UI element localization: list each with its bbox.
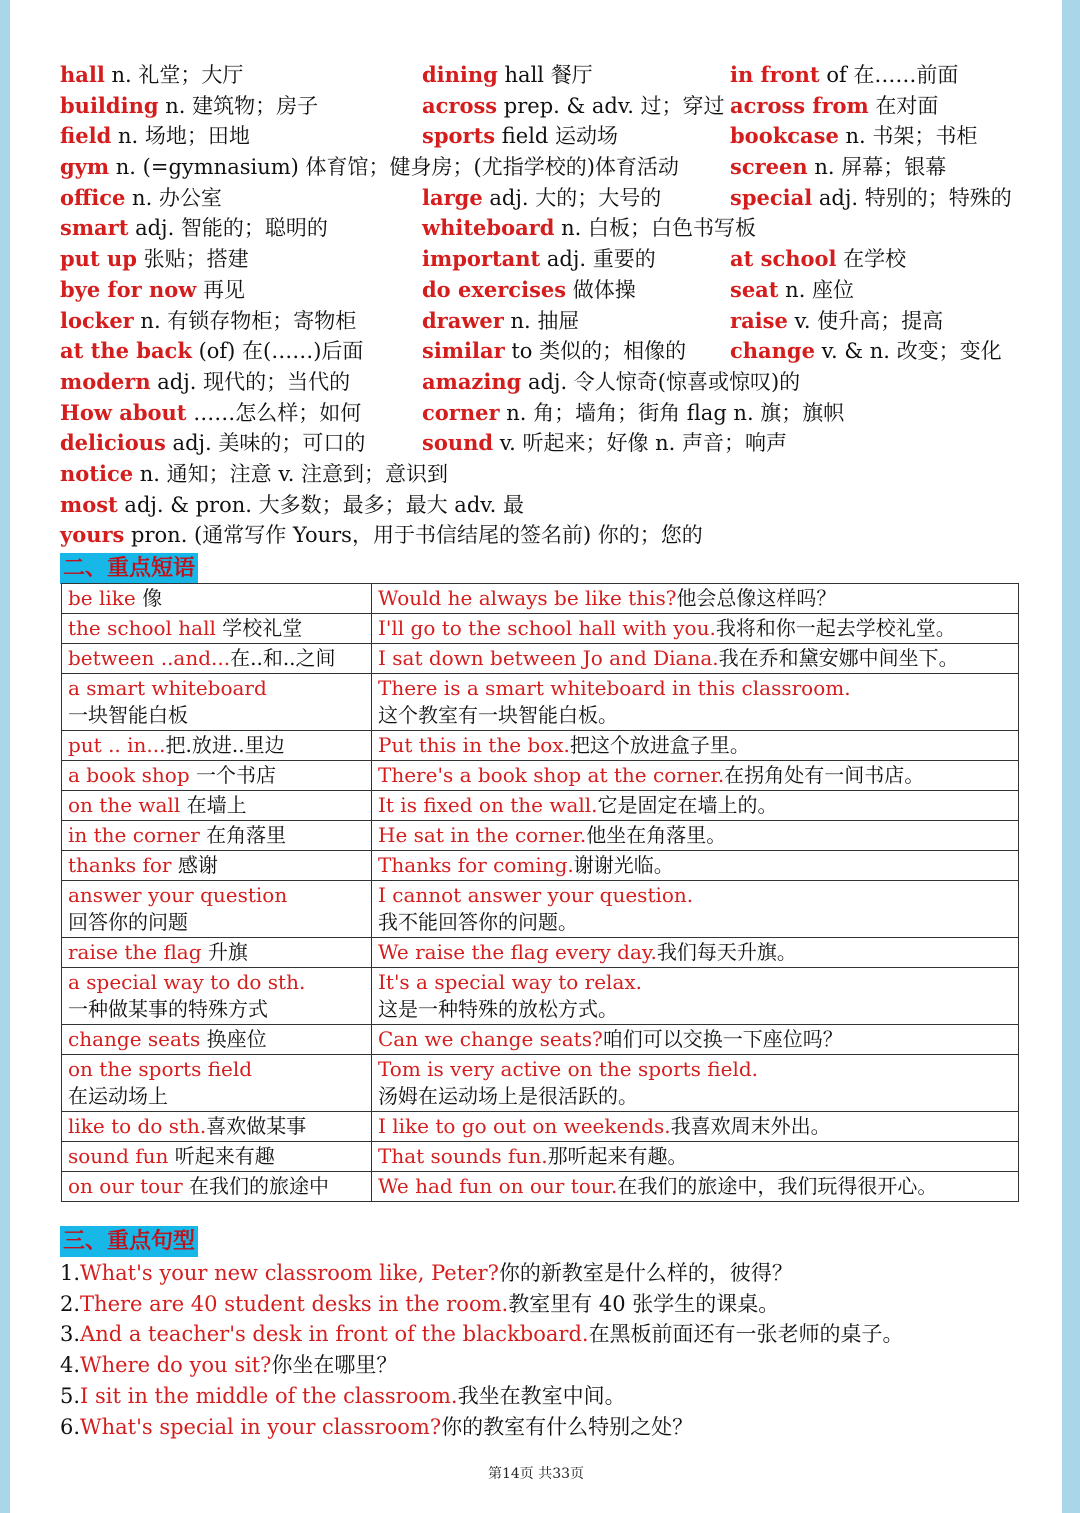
vocab-entry: [422, 121, 618, 152]
vocab-definition: adj. 现代的；当代的: [150, 369, 351, 394]
vocab-entry: [422, 213, 756, 244]
sentence-item: [60, 1350, 1050, 1381]
vocab-row: [60, 336, 1050, 367]
vocab-definition: n. 建筑物；房子: [158, 93, 319, 118]
vocab-definition: 在学校: [836, 247, 907, 272]
vocab-row: [60, 183, 1050, 214]
vocab-word: bookcase: [730, 123, 839, 149]
example-cell: [372, 644, 1019, 674]
phrase-zh: 在角落里: [199, 823, 287, 847]
phrase-en: put .. in...: [68, 733, 166, 757]
vocab-entry: [60, 459, 448, 490]
example-cell: [372, 584, 1019, 614]
example-en: There's a book shop at the corner.: [378, 763, 725, 787]
vocab-entry: [730, 121, 977, 152]
vocab-entry: [60, 275, 245, 306]
section-heading-phrases: 二、重点短语: [60, 553, 198, 584]
phrase-en: between ..and...: [68, 646, 231, 670]
table-row: [62, 1172, 1019, 1202]
phrase-zh: 一个书店: [189, 763, 276, 787]
vocab-definition: 在对面: [868, 93, 939, 118]
vocab-row: [60, 459, 1050, 490]
example-en: Thanks for coming.: [378, 853, 574, 877]
vocab-entry: [422, 275, 636, 306]
phrase-cell: [62, 1025, 372, 1055]
vocab-word: drawer: [422, 307, 504, 333]
vocab-definition: prep. & adv. 过；穿过: [497, 93, 725, 118]
vocab-entry: [60, 121, 250, 152]
phrase-zh: 换座位: [200, 1027, 267, 1051]
sentence-en: I sit in the middle of the classroom.: [80, 1383, 458, 1408]
vocab-row: [60, 398, 1050, 429]
phrase-cell: [62, 731, 372, 761]
table-row: [62, 851, 1019, 881]
table-row: [62, 731, 1019, 761]
vocab-word: put up: [60, 246, 137, 272]
vocab-word: similar: [422, 338, 505, 364]
vocab-definition: n. (=gymnasium) 体育馆；健身房；(尤指学校的)体育活动: [109, 155, 679, 180]
vocab-definition: n. 角；墙角；街角 flag n. 旗；旗帜: [499, 400, 845, 425]
vocab-entry: [730, 336, 1002, 367]
vocab-definition: n. 办公室: [125, 185, 222, 210]
table-row: [62, 821, 1019, 851]
vocab-word: at the back: [60, 338, 192, 364]
vocab-row: [60, 213, 1050, 244]
vocab-word: screen: [730, 154, 808, 180]
example-zh: 把这个放进盒子里。: [569, 733, 750, 757]
vocab-word: across from: [730, 92, 869, 118]
vocab-row: [60, 60, 1050, 91]
phrase-cell: [62, 791, 372, 821]
vocab-definition: v. & n. 改变；变化: [814, 339, 1002, 364]
phrase-en: a special way to do sth.: [68, 970, 306, 994]
vocab-word: whiteboard: [422, 215, 555, 241]
sentence-number: 3.: [60, 1322, 81, 1347]
vocab-word: do exercises: [422, 276, 567, 302]
table-row: [62, 1025, 1019, 1055]
vocab-entry: [60, 490, 524, 521]
vocab-entry: [422, 60, 593, 91]
table-row: [62, 761, 1019, 791]
vocab-entry: [60, 244, 249, 275]
phrase-en: the school hall: [68, 616, 216, 640]
vocab-word: office: [60, 184, 126, 210]
table-row: [62, 881, 1019, 938]
vocab-definition: adj. 令人惊奇(惊喜或惊叹)的: [521, 369, 801, 394]
example-en: I'll go to the school hall with you.: [378, 616, 716, 640]
phrase-zh: 把.放进..里边: [165, 733, 285, 757]
phrase-zh: 一种做某事的特殊方式: [68, 997, 268, 1021]
sentence-zh: 你的新教室是什么样的，彼得？: [498, 1261, 793, 1285]
phrase-zh: 像: [135, 586, 163, 610]
sentence-item: [60, 1412, 1050, 1443]
vocab-definition: n. 抽屉: [503, 308, 580, 333]
vocab-definition: of 在……前面: [819, 63, 959, 87]
sentence-en: Where do you sit?: [80, 1353, 272, 1378]
example-zh: 谢谢光临。: [573, 853, 674, 877]
vocab-definition: v. 使升高；提高: [787, 308, 944, 333]
vocab-entry: [60, 367, 350, 398]
vocab-word: sound: [422, 430, 494, 456]
phrase-en: on the wall: [68, 793, 181, 817]
phrase-en: thanks for: [68, 853, 172, 877]
sentence-en: What's your new classroom like, Peter?: [80, 1261, 499, 1285]
vocab-entry: [730, 91, 938, 122]
vocab-entry: [422, 183, 661, 214]
vocab-row: [60, 91, 1050, 122]
table-row: [62, 791, 1019, 821]
phrase-cell: [62, 1112, 372, 1142]
sentence-zh: 你坐在哪里？: [271, 1353, 398, 1378]
phrase-en: in the corner: [68, 823, 200, 847]
example-zh: 它是固定在墙上的。: [597, 793, 778, 817]
vocab-entry: [422, 367, 800, 398]
section-heading-sentences: 三、重点句型: [60, 1226, 198, 1257]
table-row: [62, 968, 1019, 1025]
vocab-definition: n. 座位: [778, 277, 855, 302]
vocab-word: corner: [422, 399, 500, 425]
vocab-definition: adj. 重要的: [540, 247, 656, 272]
vocab-entry: [422, 91, 725, 122]
table-row: [62, 614, 1019, 644]
vocab-word: How about: [60, 399, 187, 425]
example-en: Would he always be like this?: [378, 586, 677, 610]
vocab-word: seat: [730, 276, 779, 302]
sentence-item: [60, 1258, 1050, 1289]
example-cell: [372, 968, 1019, 1025]
sentence-en: And a teacher's desk in front of the blackboard.: [80, 1322, 589, 1347]
vocab-entry: [730, 244, 906, 275]
example-cell: [372, 1112, 1019, 1142]
vocab-word: change: [730, 338, 815, 364]
table-row: [62, 1142, 1019, 1172]
vocab-definition: adj. 大的；大号的: [482, 185, 662, 210]
phrase-en: a book shop: [68, 763, 190, 787]
sentence-number: 4.: [60, 1353, 81, 1378]
vocab-word: large: [422, 184, 483, 210]
phrase-en: raise the flag: [68, 940, 202, 964]
vocab-entry: [422, 306, 579, 337]
vocab-definition: 再见: [196, 277, 246, 302]
phrase-zh: 听起来有趣: [168, 1144, 275, 1168]
phrase-zh: 喜欢做某事: [206, 1114, 307, 1138]
example-en: That sounds fun.: [378, 1144, 548, 1168]
page-footer: 第14页 共33页: [487, 1466, 585, 1482]
example-zh: 他坐在角落里。: [586, 823, 727, 847]
example-cell: [372, 938, 1019, 968]
sentence-zh: 在黑板前面还有一张老师的桌子。: [588, 1322, 904, 1347]
example-zh: 这个教室有一块智能白板。: [378, 703, 618, 727]
vocab-word: important: [422, 246, 541, 272]
sentence-item: [60, 1319, 1050, 1350]
sentence-zh: 教室里有 40 张学生的课桌。: [508, 1291, 780, 1316]
vocab-word: raise: [730, 307, 788, 333]
vocab-row: [60, 520, 1050, 551]
vocab-entry: [60, 60, 243, 91]
sentence-number: 5.: [60, 1383, 81, 1408]
phrase-en: like to do sth.: [68, 1114, 207, 1138]
phrase-cell: [62, 968, 372, 1025]
vocab-word: locker: [60, 307, 134, 333]
example-en: Tom is very active on the sports field.: [378, 1057, 759, 1081]
vocab-definition: adj. 美味的；可口的: [165, 431, 366, 456]
vocab-word: bye for now: [60, 276, 197, 302]
phrase-zh: 升旗: [201, 940, 248, 964]
vocab-entry: [60, 213, 328, 244]
vocab-entry: [730, 152, 946, 183]
vocab-entry: [422, 244, 656, 275]
example-zh: 我不能回答你的问题。: [378, 910, 578, 934]
vocab-definition: adj. 特别的；特殊的: [812, 185, 1012, 210]
example-cell: [372, 614, 1019, 644]
example-cell: [372, 731, 1019, 761]
vocab-row: [60, 275, 1050, 306]
vocab-definition: adj. & pron. 大多数；最多；最大 adv. 最: [117, 492, 524, 517]
sentence-list: [60, 1258, 1050, 1442]
vocab-definition: to 类似的；相像的: [504, 339, 687, 364]
example-zh: 我喜欢周末外出。: [670, 1114, 831, 1138]
vocab-definition: ……怎么样；如何: [186, 400, 362, 425]
example-zh: 他会总像这样吗？: [676, 586, 837, 610]
vocab-row: [60, 306, 1050, 337]
vocab-word: across: [422, 92, 498, 118]
vocab-row: [60, 121, 1050, 152]
example-zh: 我将和你一起去学校礼堂。: [715, 616, 956, 640]
phrase-cell: [62, 614, 372, 644]
vocab-word: in front: [730, 62, 820, 87]
example-cell: [372, 1142, 1019, 1172]
example-en: Can we change seats?: [378, 1027, 603, 1051]
example-en: I like to go out on weekends.: [378, 1114, 671, 1138]
document-page: [10, 0, 1062, 1513]
vocab-definition: 张贴；搭建: [136, 247, 249, 272]
vocab-word: smart: [60, 215, 129, 241]
example-zh: 这是一种特殊的放松方式。: [378, 997, 618, 1021]
vocab-entry: [730, 306, 943, 337]
table-row: [62, 1055, 1019, 1112]
phrase-cell: [62, 674, 372, 731]
vocab-entry: [60, 306, 356, 337]
example-en: Put this in the box.: [378, 733, 570, 757]
vocab-word: gym: [60, 154, 110, 180]
example-zh: 在拐角处有一间书店。: [724, 763, 925, 787]
example-en: There is a smart whiteboard in this classroom.: [378, 676, 851, 700]
phrase-en: be like: [68, 586, 136, 610]
example-cell: [372, 1025, 1019, 1055]
example-en: It's a special way to relax.: [378, 970, 643, 994]
sentence-zh: 你的教室有什么特别之处？: [441, 1414, 694, 1439]
vocab-row: [60, 152, 1050, 183]
vocab-definition: n. 白板；白色书写板: [554, 216, 756, 241]
vocab-entry: [730, 275, 854, 306]
vocab-word: building: [60, 92, 159, 118]
vocab-entry: [60, 398, 361, 429]
vocab-definition: n. 场地；田地: [111, 124, 250, 149]
vocab-entry: [60, 336, 363, 367]
example-en: It is fixed on the wall.: [378, 793, 598, 817]
vocab-word: field: [60, 123, 112, 149]
vocab-word: delicious: [60, 430, 166, 456]
sentence-en: There are 40 student desks in the room.: [80, 1291, 509, 1316]
example-cell: [372, 674, 1019, 731]
example-zh: 我们每天升旗。: [656, 940, 797, 964]
example-cell: [372, 791, 1019, 821]
vocab-definition: 做体操: [566, 277, 636, 302]
vocab-definition: n. 书架；书柜: [838, 124, 978, 149]
example-zh: 我在乔和黛安娜中间坐下。: [718, 646, 959, 670]
example-en: We had fun on our tour.: [378, 1174, 618, 1198]
phrase-zh: 感谢: [171, 853, 218, 877]
vocab-entry: [60, 520, 703, 551]
phrase-cell: [62, 821, 372, 851]
vocab-definition: n. 屏幕；银幕: [807, 155, 947, 180]
vocab-definition: n. 通知；注意 v. 注意到；意识到: [133, 461, 449, 486]
phrase-zh: 回答你的问题: [68, 910, 188, 934]
sentence-zh: 我坐在教室中间。: [457, 1383, 626, 1408]
vocab-word: amazing: [422, 368, 522, 394]
vocab-entry: [730, 60, 958, 91]
table-row: [62, 584, 1019, 614]
table-row: [62, 644, 1019, 674]
phrase-en: sound fun: [68, 1144, 169, 1168]
vocab-word: modern: [60, 368, 151, 394]
example-cell: [372, 881, 1019, 938]
example-en: I sat down between Jo and Diana.: [378, 646, 719, 670]
phrase-cell: [62, 881, 372, 938]
vocab-definition: n. 礼堂；大厅: [104, 63, 244, 87]
vocab-definition: n. 有锁存物柜；寄物柜: [133, 308, 357, 333]
example-zh: 汤姆在运动场上是很活跃的。: [378, 1084, 638, 1108]
example-en: I cannot answer your question.: [378, 883, 694, 907]
vocab-entry: [60, 183, 222, 214]
example-cell: [372, 851, 1019, 881]
phrases-table: [61, 583, 1019, 1202]
table-row: [62, 1112, 1019, 1142]
vocab-word: hall: [60, 62, 105, 87]
phrase-zh: 在运动场上: [68, 1084, 168, 1108]
example-en: We raise the flag every day.: [378, 940, 657, 964]
sentence-number: 6.: [60, 1414, 81, 1439]
vocab-row: [60, 428, 1050, 459]
phrase-en: on the sports field: [68, 1057, 253, 1081]
phrase-cell: [62, 938, 372, 968]
vocab-row: [60, 244, 1050, 275]
phrase-zh: 在..和..之间: [230, 646, 336, 670]
example-zh: 在我们的旅途中，我们玩得很开心。: [617, 1174, 938, 1198]
vocab-entry: [422, 398, 844, 429]
vocab-definition: hall 餐厅: [497, 63, 593, 87]
vocab-definition: v. 听起来；好像 n. 声音；响声: [493, 431, 788, 456]
sentence-number: 1.: [60, 1261, 81, 1285]
sentence-en: What's special in your classroom?: [80, 1414, 442, 1439]
phrase-zh: 学校礼堂: [215, 616, 303, 640]
vocab-definition: field 运动场: [495, 124, 619, 149]
example-en: He sat in the corner.: [378, 823, 587, 847]
vocab-row: [60, 367, 1050, 398]
vocab-entry: [60, 91, 318, 122]
vocab-word: notice: [60, 460, 134, 486]
phrase-en: change seats: [68, 1027, 201, 1051]
phrase-cell: [62, 761, 372, 791]
vocab-word: special: [730, 184, 813, 210]
phrase-zh: 在我们的旅途中: [182, 1174, 329, 1198]
vocab-definition: (of) 在(……)后面: [191, 339, 364, 364]
example-cell: [372, 761, 1019, 791]
vocab-entry: [422, 428, 787, 459]
sentence-item: [60, 1289, 1050, 1320]
vocab-row: [60, 490, 1050, 521]
phrase-en: on our tour: [68, 1174, 183, 1198]
vocab-word: sports: [422, 123, 496, 149]
vocabulary-list: [60, 60, 1050, 551]
phrase-cell: [62, 584, 372, 614]
phrase-cell: [62, 1055, 372, 1112]
table-row: [62, 938, 1019, 968]
example-zh: 那听起来有趣。: [547, 1144, 688, 1168]
example-cell: [372, 1055, 1019, 1112]
vocab-word: dining: [422, 62, 498, 87]
vocab-entry: [422, 336, 686, 367]
vocab-entry: [60, 152, 679, 183]
phrase-en: a smart whiteboard: [68, 676, 267, 700]
vocab-definition: pron. (通常写作 Yours，用于书信结尾的签名前) 你的；您的: [124, 523, 703, 548]
vocab-word: most: [60, 491, 118, 517]
phrase-zh: 一块智能白板: [68, 703, 188, 727]
table-row: [62, 674, 1019, 731]
phrase-cell: [62, 644, 372, 674]
vocab-entry: [60, 428, 365, 459]
phrase-zh: 在墙上: [180, 793, 247, 817]
sentence-item: [60, 1381, 1050, 1412]
sentence-number: 2.: [60, 1291, 81, 1316]
phrase-cell: [62, 851, 372, 881]
vocab-word: yours: [60, 522, 125, 548]
example-cell: [372, 821, 1019, 851]
phrase-cell: [62, 1142, 372, 1172]
example-zh: 咱们可以交换一下座位吗？: [602, 1027, 843, 1051]
vocab-word: at school: [730, 246, 837, 272]
vocab-entry: [730, 183, 1012, 214]
vocab-definition: adj. 智能的；聪明的: [128, 216, 328, 241]
phrase-en: answer your question: [68, 883, 288, 907]
example-cell: [372, 1172, 1019, 1202]
phrase-cell: [62, 1172, 372, 1202]
